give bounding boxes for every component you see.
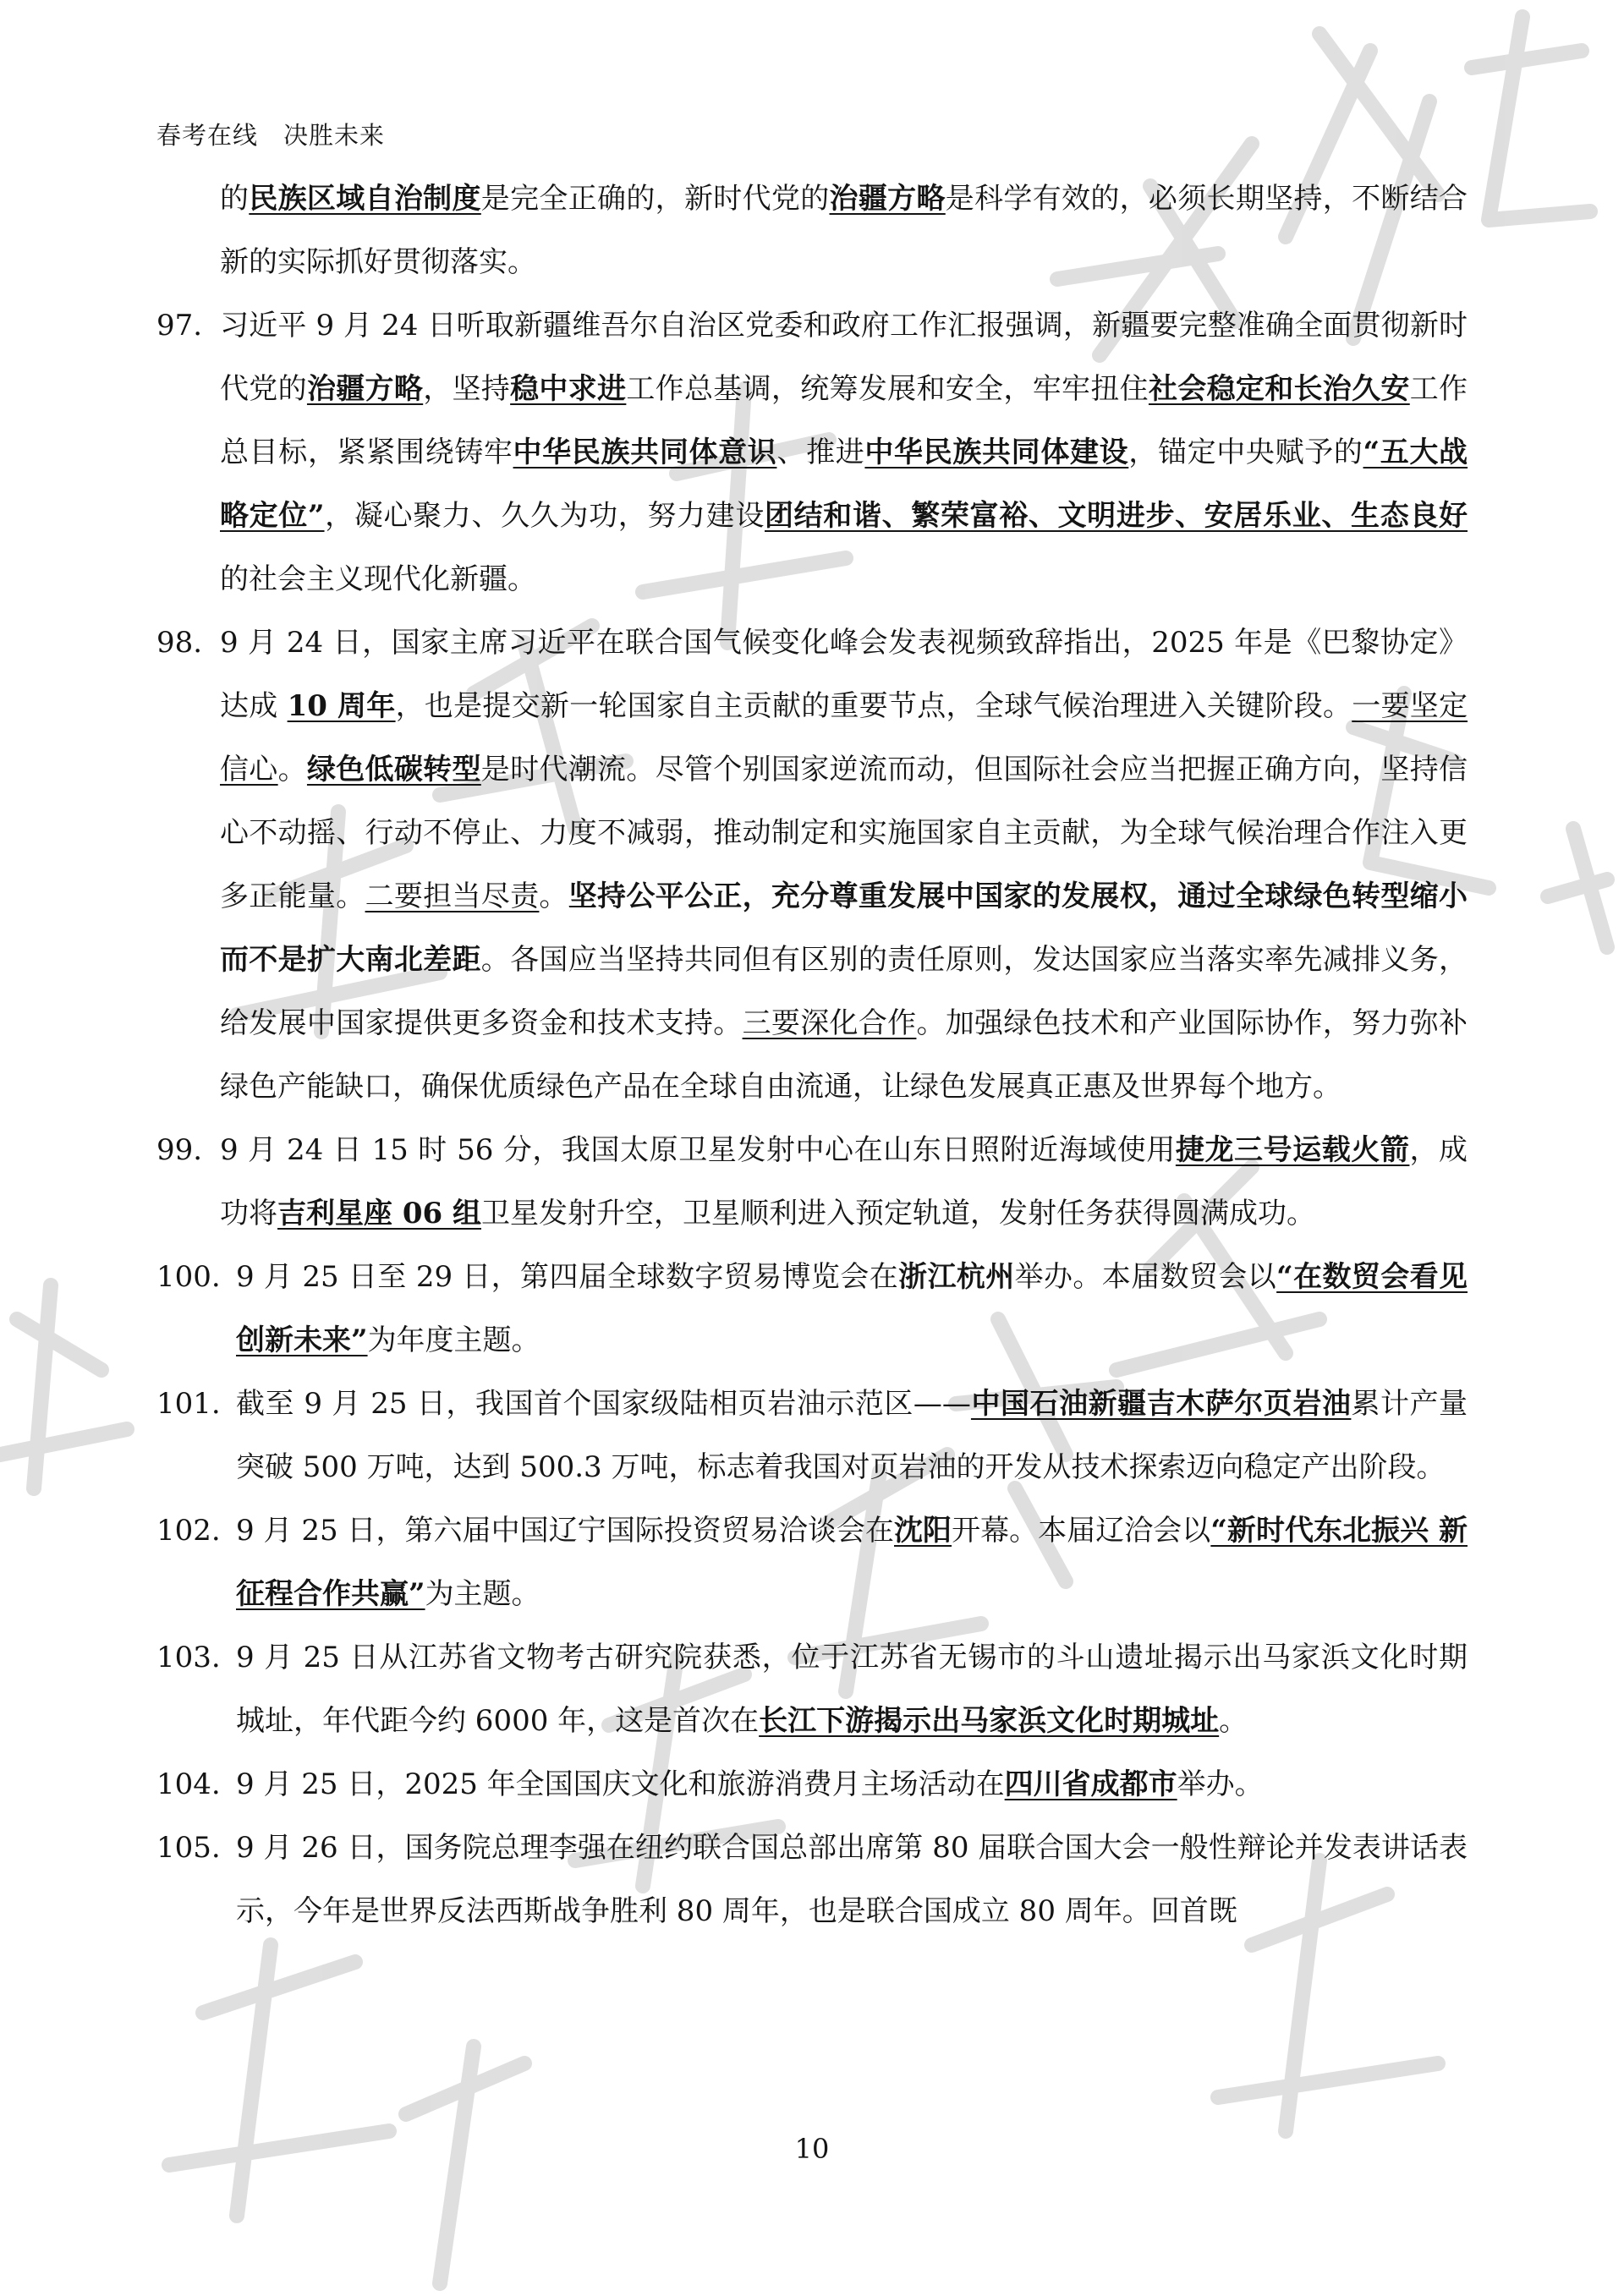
text: 举办。本届数贸会以 (1014, 1260, 1277, 1294)
list-item-98 (156, 611, 1468, 1119)
text: ，成功将 (220, 1133, 1468, 1230)
underlined-text: 二要担当尽责 (365, 879, 540, 913)
text: 工作总基调，统筹发展和安全，牢牢扭住 (626, 372, 1149, 406)
text: 累计产量突破 500 万吨，达到 500.3 万吨，标志着我国对页岩油的开发从技术探索迈向稳定产出阶段。 (236, 1387, 1468, 1484)
text: ，坚持 (423, 372, 511, 406)
emphasis: 中国石油新疆吉木萨尔页岩油 (970, 1387, 1352, 1421)
item-number: 102. (156, 1514, 221, 1548)
emphasis: 治疆方略 (306, 372, 424, 406)
text: 为年度主题。 (367, 1323, 540, 1357)
list-item-104 (156, 1753, 1468, 1817)
text: 是时代潮流。尽管个别国家逆流而动，但国际社会应当把握正确方向，坚持信心不动摇、行动不停止、力度不减弱，推动制定和实施国家自主贡献，为全球气候治理合作注入更多正能量。 (220, 753, 1468, 913)
text: 截至 9 月 25 日，我国首个国家级陆相页岩油示范区—— (236, 1387, 971, 1421)
text: 。 (277, 753, 307, 786)
emphasis: 社会稳定和长治久安 (1148, 372, 1410, 406)
text: 是科学有效的，必须长期坚持，不断结合新的实际抓好贯彻落实。 (220, 182, 1468, 279)
item-number: 100. (156, 1260, 221, 1294)
text: 9 月 24 日 15 时 56 分，我国太原卫星发射中心在山东日照附近海域使用 (220, 1133, 1176, 1167)
emphasis: 团结和谐、繁荣富裕、文明进步、安居乐业、生态良好 (764, 499, 1468, 533)
list-item-99 (156, 1119, 1468, 1246)
emphasis: 四川省成都市 (1004, 1767, 1177, 1801)
text: 9 月 25 日，2025 年全国国庆文化和旅游消费月主场活动在 (236, 1767, 1005, 1801)
text: 。 (1219, 1704, 1248, 1738)
bold-text: 坚持公平公正，充分尊重发展中国家的发展权，通过全球绿色转型缩小而不是扩大南北差距 (220, 879, 1468, 977)
text: 9 月 24 日，国家主席习近平在联合国气候变化峰会发表视频致辞指出，2025 年是《巴黎协定》达成 (220, 626, 1468, 723)
document-body (156, 167, 1468, 1943)
text: 。 (539, 879, 568, 913)
underlined-text: 三要深化合作 (742, 1006, 917, 1040)
emphasis: “五大战略定位” (220, 436, 1468, 533)
item-number: 105. (156, 1831, 221, 1865)
emphasis: 10 周年 (287, 689, 396, 723)
text: 习近平 9 月 24 日听取新疆维吾尔自治区党委和政府工作汇报强调，新疆要完整准确全面贯彻新时代党的 (220, 309, 1468, 406)
list-item-105 (156, 1817, 1468, 1943)
text: 、推进 (776, 436, 865, 469)
item-number: 97. (156, 309, 203, 342)
text: 举办。 (1177, 1767, 1264, 1801)
text: 为主题。 (425, 1577, 540, 1611)
text: 9 月 25 日，第六届中国辽宁国际投资贸易洽谈会在 (236, 1514, 894, 1548)
text: 。加强绿色技术和产业国际协作，努力弥补绿色产能缺口，确保优质绿色产品在全球自由流通，让绿色发展真正惠及世界每个地方。 (220, 1006, 1468, 1104)
text: 。各国应当坚持共同但有区别的责任原则，发达国家应当落实率先减排义务，给发展中国家提供更多资金和技术支持。 (220, 943, 1468, 1040)
text: 工作总目标，紧紧围绕铸牢 (220, 372, 1468, 469)
emphasis: 绿色低碳转型 (306, 753, 481, 786)
emphasis: 民族区域自治制度 (249, 182, 481, 216)
text: ，也是提交新一轮国家自主贡献的重要节点，全球气候治理进入关键阶段。 (395, 689, 1352, 723)
item-number: 103. (156, 1641, 221, 1674)
page-header: 春考在线 决胜未来 (156, 121, 386, 150)
emphasis: 沈阳 (894, 1514, 952, 1548)
item-number: 104. (156, 1767, 221, 1801)
emphasis: “新时代东北振兴 新征程合作共赢” (236, 1514, 1468, 1611)
text: 9 月 25 日从江苏省文物考古研究院获悉，位于江苏省无锡市的斗山遗址揭示出马家浜文化时期城址，年代距今约 6000 年，这是首次在 (236, 1641, 1468, 1738)
text: 的 (220, 182, 250, 216)
list-item-101 (156, 1373, 1468, 1499)
emphasis: 捷龙三号运载火箭 (1175, 1133, 1410, 1167)
item-number: 98. (156, 626, 203, 660)
emphasis: 中华民族共同体建设 (864, 436, 1129, 469)
list-item-97 (156, 294, 1468, 611)
text: 是完全正确的，新时代党的 (480, 182, 830, 216)
item-number: 101. (156, 1387, 221, 1421)
text: 9 月 26 日，国务院总理李强在纽约联合国总部出席第 80 届联合国大会一般性辩论并发表讲话表示，今年是世界反法西斯战争胜利 80 周年，也是联合国成立 80 周年。回首既 (236, 1831, 1468, 1928)
emphasis: “在数贸会看见创新未来” (236, 1260, 1468, 1357)
text: 卫星发射升空，卫星顺利进入预定轨道，发射任务获得圆满成功。 (481, 1197, 1315, 1230)
list-item-103 (156, 1626, 1468, 1753)
bold-text: 浙江杭州 (898, 1260, 1015, 1294)
underlined-text: 一要坚定信心 (220, 689, 1468, 786)
text: 的社会主义现代化新疆。 (220, 562, 536, 596)
text: ，凝心聚力、久久为功，努力建设 (324, 499, 765, 533)
item-number: 99. (156, 1133, 203, 1167)
emphasis: 治疆方略 (829, 182, 946, 216)
list-item-102 (156, 1499, 1468, 1626)
emphasis: 中华民族共同体意识 (513, 436, 777, 469)
list-item-100 (156, 1246, 1468, 1373)
emphasis: 稳中求进 (510, 372, 627, 406)
emphasis: 吉利星座 06 组 (277, 1197, 481, 1230)
text: ，锚定中央赋予的 (1128, 436, 1363, 469)
page-number: 10 (794, 2133, 830, 2165)
text: 开幕。本届辽洽会以 (952, 1514, 1211, 1548)
emphasis: 长江下游揭示出马家浜文化时期城址 (759, 1704, 1220, 1738)
continuation-paragraph (156, 167, 1468, 294)
text: 9 月 25 日至 29 日，第四届全球数字贸易博览会在 (236, 1260, 899, 1294)
